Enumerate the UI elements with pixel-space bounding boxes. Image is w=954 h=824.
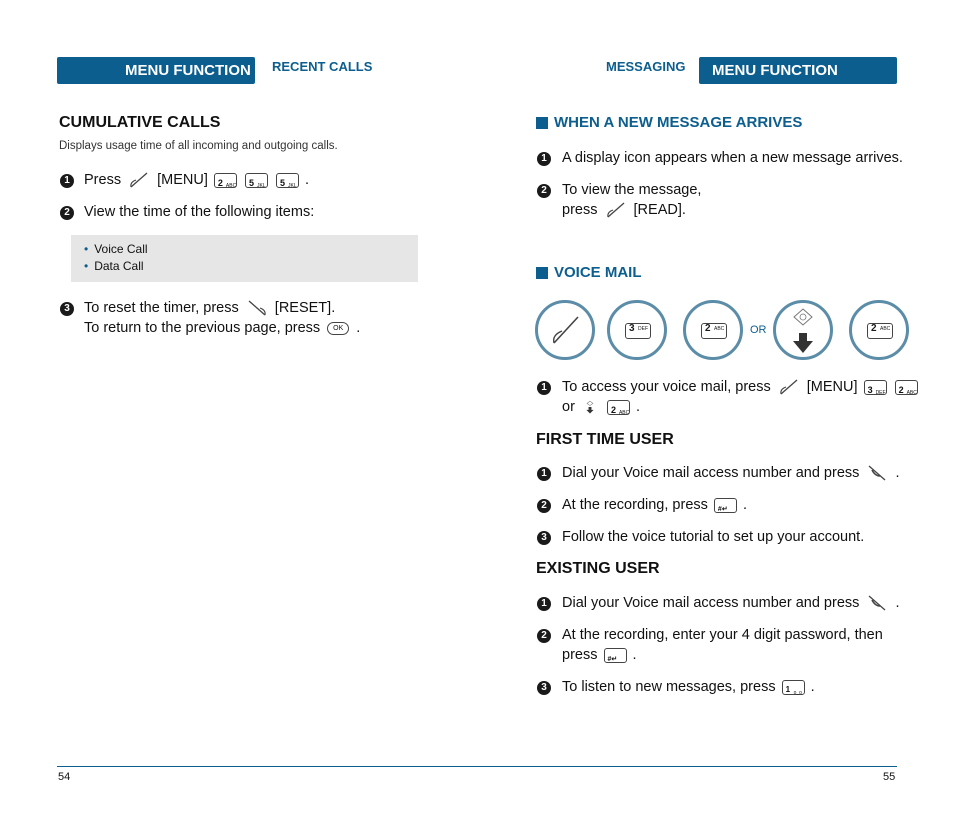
key-1-voicemail-icon: 1 o_o <box>782 680 805 695</box>
heading-voice-mail: VOICE MAIL <box>536 264 642 281</box>
heading-first-time-user: FIRST TIME USER <box>536 431 674 448</box>
heading-new-message: WHEN A NEW MESSAGE ARRIVES <box>536 114 802 131</box>
key-5-icon: 5 JKL <box>276 173 299 188</box>
page-number-left: 54 <box>58 771 71 783</box>
vm-step-1: To access your voice mail, press [MENU] 3 DEF 2 ABC or 2 ABC . <box>562 379 917 416</box>
step-number: 3 <box>537 531 551 545</box>
step-number: 1 <box>537 381 551 395</box>
left-softkey-icon <box>778 378 800 396</box>
step-number: 2 <box>537 499 551 513</box>
step-number: 2 <box>60 206 74 220</box>
step-text: Press <box>84 172 122 188</box>
section-messaging: MESSAGING <box>606 59 686 74</box>
left-softkey-icon <box>605 201 627 219</box>
heading-cumulative-calls: CUMULATIVE CALLS <box>59 114 221 131</box>
square-bullet-icon <box>536 117 548 129</box>
step-number: 1 <box>537 467 551 481</box>
ex-step-1: Dial your Voice mail access number and press . <box>562 595 900 611</box>
key-2-button-icon: 2 ABC <box>683 300 743 360</box>
step-number: 1 <box>60 174 74 188</box>
step-number: 2 <box>537 184 551 198</box>
step-number: 2 <box>537 629 551 643</box>
list-item: • Data Call <box>84 259 144 273</box>
tab-menu-function-right <box>699 57 897 84</box>
key-3-icon: 3 DEF <box>864 380 887 395</box>
tab-menu-function-left <box>57 57 255 84</box>
nav-down-button-icon <box>773 300 833 360</box>
left-step-1 <box>84 170 309 190</box>
ft-step-2: At the recording, press #↵ . <box>562 497 747 513</box>
pound-key-icon: #↵ <box>714 498 737 513</box>
right-softkey-icon <box>246 299 268 317</box>
subtitle: Displays usage time of all incoming and outgoing calls. <box>59 140 338 152</box>
footer-rule-left <box>57 766 477 767</box>
send-key-icon <box>866 594 888 612</box>
key-5-icon: 5 JKL <box>245 173 268 188</box>
key-2-icon: 2 ABC <box>607 400 630 415</box>
list-item: • Voice Call <box>84 242 148 256</box>
key-2-icon: 2 ABC <box>895 380 918 395</box>
pound-key-icon: #↵ <box>604 648 627 663</box>
msg-step-1: A display icon appears when a new message arrives. <box>562 150 903 166</box>
ok-key-icon: OK <box>327 322 349 335</box>
menu-label: [MENU] <box>157 172 208 188</box>
left-step-2: View the time of the following items: <box>84 204 315 220</box>
footer-rule-right <box>477 766 897 767</box>
page-number-right: 55 <box>883 771 896 783</box>
key-2-button-icon: 2 ABC <box>849 300 909 360</box>
ft-step-1: Dial your Voice mail access number and press . <box>562 465 900 481</box>
ex-step-2: At the recording, enter your 4 digit password, then press #↵ . <box>562 627 883 663</box>
or-label: OR <box>750 324 767 336</box>
ft-step-3: Follow the voice tutorial to set up your account. <box>562 529 865 545</box>
step-number: 1 <box>537 152 551 166</box>
tab-label: MENU FUNCTION <box>712 62 838 79</box>
step-number: 1 <box>537 597 551 611</box>
left-softkey-button-icon <box>535 300 595 360</box>
ex-step-3: To listen to new messages, press 1 o_o . <box>562 679 815 696</box>
key-3-button-icon: 3 DEF <box>607 300 667 360</box>
msg-step-2: To view the message, press [READ]. <box>562 182 702 218</box>
step-end: . <box>305 172 310 188</box>
step-number: 3 <box>60 302 74 316</box>
step-number: 3 <box>537 681 551 695</box>
square-bullet-icon <box>536 267 548 279</box>
send-key-icon <box>866 464 888 482</box>
tab-label: MENU FUNCTION <box>125 62 251 79</box>
left-softkey-icon <box>128 171 150 189</box>
left-step-3: To reset the timer, press [RESET]. To return to the previous page, press OK . <box>84 300 361 336</box>
key-2-icon: 2 ABC <box>214 173 237 188</box>
nav-down-icon <box>582 398 598 416</box>
heading-existing-user: EXISTING USER <box>536 560 660 577</box>
section-recent-calls: RECENT CALLS <box>272 59 373 74</box>
